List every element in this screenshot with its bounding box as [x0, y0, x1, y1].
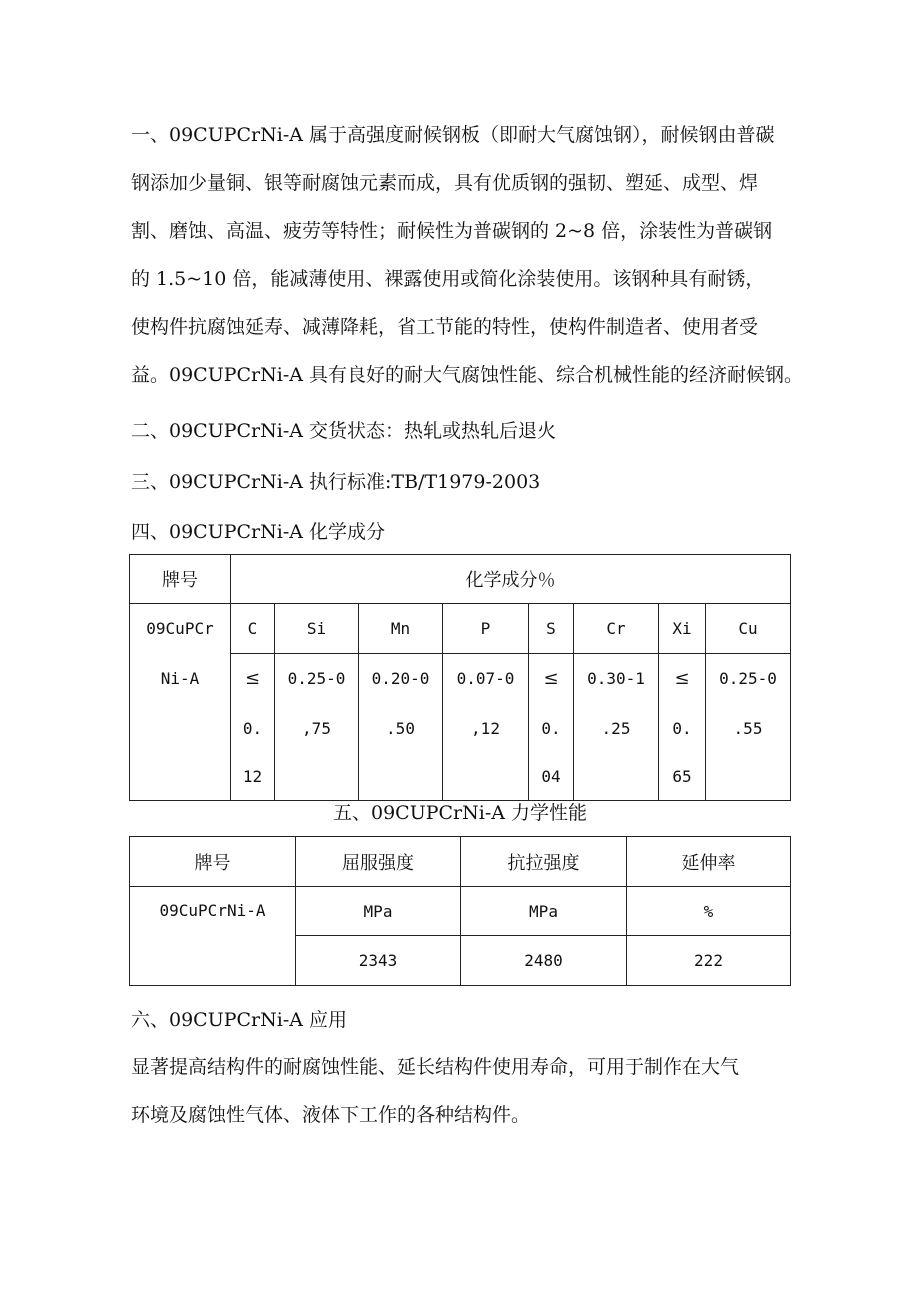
value-si	[275, 654, 359, 801]
value-xi-part-2: 0.	[672, 719, 692, 738]
section1-line-3: 割、磨蚀、高温、疲劳等特性；耐候性为普碳钢的 2~8 倍，涂装性为普碳钢	[131, 220, 773, 242]
value-c-part-1: ≤	[244, 668, 261, 689]
section6-heading: 六、09CUPCrNi-A 应用	[131, 1009, 348, 1031]
value-cr	[574, 654, 659, 801]
element-s: S	[529, 604, 574, 654]
section6-line-2: 环境及腐蚀性气体、液体下工作的各种结构件。	[131, 1104, 531, 1126]
section5-heading: 五、09CUPCrNi-A 力学性能	[332, 802, 587, 824]
value-cr-part-1: 0.30-1	[587, 669, 645, 688]
value-mn-part-1: 0.20-0	[371, 669, 430, 688]
value-p	[443, 654, 529, 801]
value-c	[231, 654, 275, 801]
mech-value-yield: 2343	[296, 936, 461, 986]
chemical-composition-table	[129, 554, 791, 801]
mech-header-yield: 屈服强度	[296, 837, 461, 887]
mech-unit-yield: MPa	[296, 887, 461, 936]
section4-heading: 四、09CUPCrNi-A 化学成分	[131, 521, 386, 543]
mech-unit-elongation: %	[627, 887, 791, 936]
section1-line-2: 钢添加少量铜、银等耐腐蚀元素而成，具有优质钢的强韧、塑延、成型、焊	[131, 172, 759, 194]
value-s	[529, 654, 574, 801]
element-p: P	[443, 604, 529, 654]
section1-line-6: 益。09CUPCrNi-A 具有良好的耐大气腐蚀性能、综合机械性能的经济耐候钢。	[131, 364, 804, 386]
value-s-part-2: 0.	[541, 719, 561, 738]
value-xi-part-1: ≤	[674, 668, 690, 689]
mech-unit-tensile: MPa	[461, 887, 627, 936]
value-cu-part-2: .55	[733, 719, 763, 738]
value-xi-part-3: 65	[672, 767, 692, 786]
value-mn-part-2: .50	[386, 719, 415, 738]
value-s-part-3: 04	[541, 767, 561, 786]
section6-line-1: 显著提高结构件的耐腐蚀性能、延长结构件使用寿命，可用于制作在大气	[131, 1056, 740, 1078]
section1-line-4: 的 1.5~10 倍，能减薄使用、裸露使用或简化涂装使用。该钢种具有耐锈，	[131, 268, 765, 290]
value-cu-part-1: 0.25-0	[719, 669, 777, 688]
section3-heading: 三、09CUPCrNi-A 执行标准:TB/T1979-2003	[131, 471, 541, 493]
chem-header-grade: 牌号	[130, 555, 231, 604]
value-si-part-1: 0.25-0	[287, 669, 346, 688]
element-c: C	[231, 604, 275, 654]
value-p-part-2: ,12	[471, 719, 500, 738]
mechanical-properties-table	[129, 836, 791, 986]
value-c-part-3: 12	[242, 767, 263, 786]
value-mn	[359, 654, 443, 801]
mech-header-grade: 牌号	[130, 837, 296, 887]
value-xi	[659, 654, 706, 801]
element-cr: Cr	[574, 604, 659, 654]
mech-header-tensile: 抗拉强度	[461, 837, 627, 887]
mech-value-elongation: 222	[627, 936, 791, 986]
mech-grade-cell: 09CuPCrNi-A	[130, 887, 296, 986]
chem-header-composition: 化学成分％	[231, 555, 791, 604]
section1-line-5: 使构件抗腐蚀延寿、减薄降耗，省工节能的特性，使构件制造者、使用者受	[131, 316, 759, 338]
value-p-part-1: 0.07-0	[456, 669, 515, 688]
element-cu: Cu	[706, 604, 791, 654]
element-mn: Mn	[359, 604, 443, 654]
value-cu	[706, 654, 791, 801]
value-cr-part-2: .25	[601, 719, 631, 738]
chem-grade-line-2: Ni-A	[160, 669, 200, 688]
chem-grade-line-1: 09CuPCr	[146, 619, 214, 638]
value-c-part-2: 0.	[242, 719, 263, 738]
chem-grade-cell	[130, 604, 231, 801]
mech-value-tensile: 2480	[461, 936, 627, 986]
value-si-part-2: ,75	[302, 719, 331, 738]
element-xi: Xi	[659, 604, 706, 654]
element-si: Si	[275, 604, 359, 654]
section2-heading: 二、09CUPCrNi-A 交货状态：热轧或热轧后退火	[131, 420, 557, 442]
section1-line-1: 一、09CUPCrNi-A 属于高强度耐候钢板（即耐大气腐蚀钢），耐候钢由普碳	[131, 124, 775, 146]
value-s-part-1: ≤	[543, 668, 559, 689]
mech-header-elongation: 延伸率	[627, 837, 791, 887]
